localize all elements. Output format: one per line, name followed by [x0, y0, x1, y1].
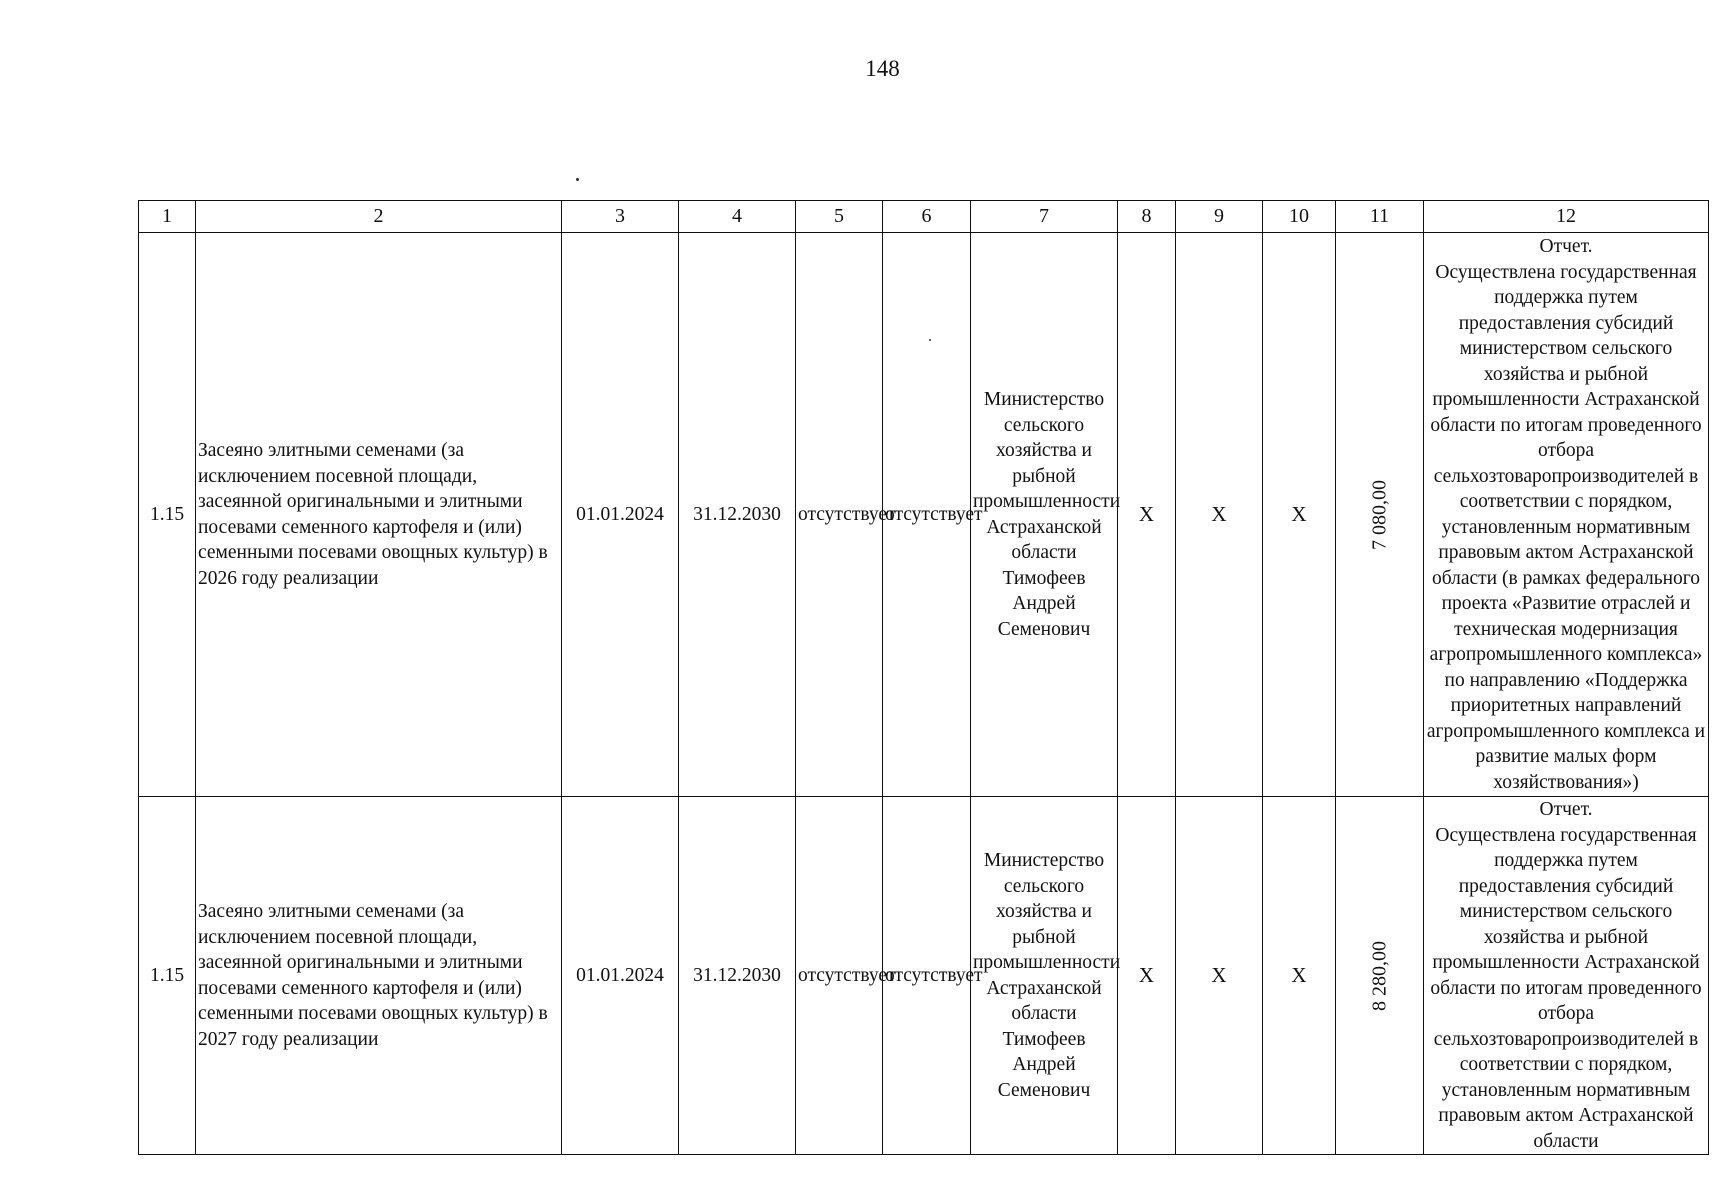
col6-value: отсутствует: [883, 797, 971, 1155]
amount-value: 7 080,00: [1367, 479, 1390, 550]
report-cell: [1424, 233, 1709, 797]
column-header: 8: [1118, 201, 1176, 233]
col5-value: отсутствует: [796, 797, 883, 1155]
column-header: 1: [139, 201, 196, 233]
end-date: 31.12.2030: [679, 233, 796, 797]
amount-value: 8 280,00: [1367, 940, 1390, 1011]
column-header: 9: [1176, 201, 1263, 233]
responsible-party: Министерство сельского хозяйства и рыбной промышленности Астраханской области Тимофеев Андрей Семенович: [971, 233, 1118, 797]
amount-cell: [1336, 233, 1424, 797]
page-number: 148: [865, 56, 900, 81]
column-header: 10: [1263, 201, 1336, 233]
report-text: Осуществлена государственная поддержка путем предоставления субсидий министерством сельского хозяйства и рыбной промышленности Астраханской области по итогам проведенного отбора сельхозтоваропроизводителей в соответствии с порядком, установленным нормативным правовым актом Астраханской области (в рамках федерального проекта «Развитие отраслей и техническая модернизация агропромышленного комплекса» по направлению «Поддержка приоритетных направлений агропромышленного комплекса и развитие малых форм хозяйствования»): [1426, 261, 1706, 793]
scan-speck: [576, 178, 579, 181]
responsible-party: Министерство сельского хозяйства и рыбной промышленности Астраханской области Тимофеев Андрей Семенович: [971, 797, 1118, 1155]
item-number: 1.15: [139, 797, 196, 1155]
col9-value: Х: [1176, 797, 1263, 1155]
col8-value: Х: [1118, 233, 1176, 797]
report-title: Отчет.: [1539, 799, 1593, 820]
col8-value: Х: [1118, 797, 1176, 1155]
col6-value: отсутствует: [883, 233, 971, 797]
column-header: 5: [796, 201, 883, 233]
column-header: 2: [196, 201, 562, 233]
column-number-row: [139, 201, 1709, 233]
table-row: [139, 233, 1709, 797]
data-table: [138, 200, 1709, 1155]
amount-cell: [1336, 797, 1424, 1155]
col10-value: Х: [1263, 797, 1336, 1155]
column-header: 6: [883, 201, 971, 233]
col10-value: Х: [1263, 233, 1336, 797]
col5-value: отсутствует: [796, 233, 883, 797]
column-header: 3: [562, 201, 679, 233]
report-cell: [1424, 797, 1709, 1155]
column-header: 11: [1336, 201, 1424, 233]
start-date: 01.01.2024: [562, 233, 679, 797]
column-header: 12: [1424, 201, 1709, 233]
table-row: [139, 797, 1709, 1155]
report-text: Осуществлена государственная поддержка путем предоставления субсидий министерством сельского хозяйства и рыбной промышленности Астраханской области по итогам проведенного отбора сельхозтоваропроизводителей в соответствии с порядком, установленным нормативным правовым актом Астраханской области: [1430, 824, 1702, 1152]
item-description: Засеяно элитными семенами (за исключением посевной площади, засеянной оригинальными и элитными посевами семенного картофеля и (или) семенными посевами овощных культур) в 2027 году реализации: [196, 797, 562, 1155]
item-description: Засеяно элитными семенами (за исключением посевной площади, засеянной оригинальными и элитными посевами семенного картофеля и (или) семенными посевами овощных культур) в 2026 году реализации: [196, 233, 562, 797]
column-header: 7: [971, 201, 1118, 233]
item-number: 1.15: [139, 233, 196, 797]
start-date: 01.01.2024: [562, 797, 679, 1155]
report-title: Отчет.: [1539, 236, 1593, 257]
column-header: 4: [679, 201, 796, 233]
end-date: 31.12.2030: [679, 797, 796, 1155]
col9-value: Х: [1176, 233, 1263, 797]
